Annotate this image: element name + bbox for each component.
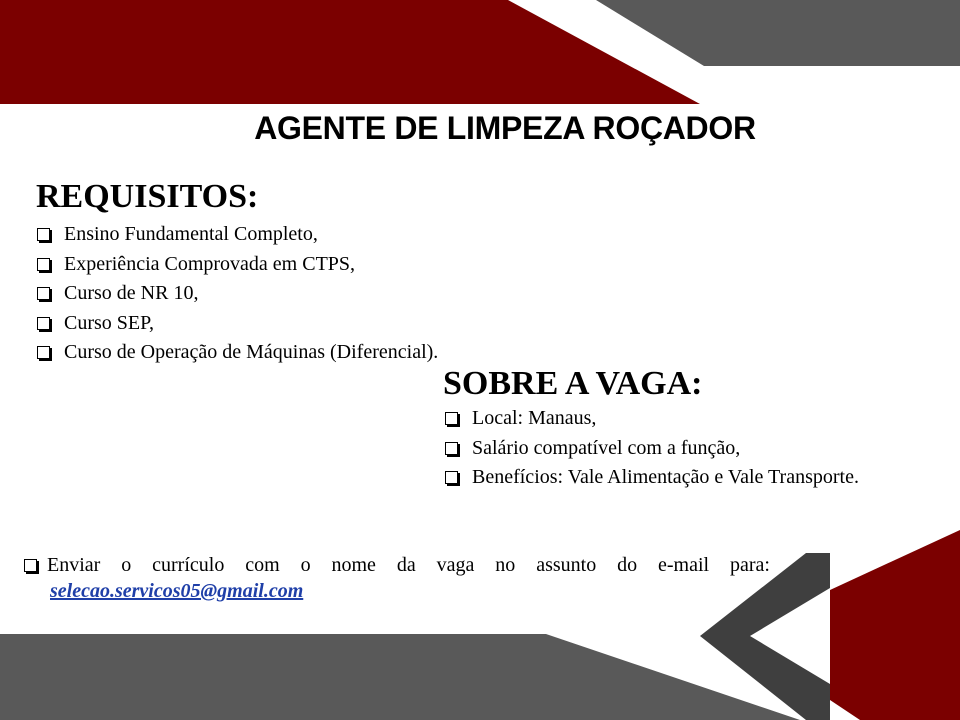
checkbox-icon bbox=[37, 228, 50, 241]
checkbox-icon bbox=[37, 317, 50, 330]
list-item: Curso de Operação de Máquinas (Diferencial). bbox=[37, 338, 438, 368]
sobre-list bbox=[445, 404, 859, 493]
contact-row bbox=[24, 554, 770, 577]
requisitos-heading: REQUISITOS: bbox=[36, 178, 259, 215]
list-item: Ensino Fundamental Completo, bbox=[37, 220, 438, 250]
checkbox-icon bbox=[37, 287, 50, 300]
bottom-gray-shape bbox=[0, 634, 800, 720]
checkbox-icon bbox=[445, 442, 458, 455]
checkbox-icon bbox=[445, 471, 458, 484]
sobre-heading: SOBRE A VAGA: bbox=[443, 365, 703, 402]
contact-block bbox=[24, 554, 770, 603]
bottom-right-maroon-shape bbox=[830, 530, 960, 720]
checkbox-icon bbox=[37, 258, 50, 271]
checkbox-icon bbox=[24, 559, 37, 572]
requisitos-list bbox=[37, 220, 438, 368]
contact-text: Enviar o currículo com o nome da vaga no assunto do e-mail para: bbox=[47, 554, 770, 576]
list-item: Benefícios: Vale Alimentação e Vale Transporte. bbox=[445, 463, 859, 493]
list-item: Local: Manaus, bbox=[445, 404, 859, 434]
top-maroon-shape bbox=[0, 0, 700, 104]
list-item: Salário compatível com a função, bbox=[445, 434, 859, 464]
list-item: Curso de NR 10, bbox=[37, 279, 438, 309]
page-title: AGENTE DE LIMPEZA ROÇADOR bbox=[254, 110, 756, 146]
email-link[interactable]: selecao.servicos05@gmail.com bbox=[50, 580, 304, 602]
checkbox-icon bbox=[445, 412, 458, 425]
list-item: Curso SEP, bbox=[37, 309, 438, 339]
list-item: Experiência Comprovada em CTPS, bbox=[37, 250, 438, 280]
top-gray-shape bbox=[596, 0, 960, 66]
checkbox-icon bbox=[37, 346, 50, 359]
